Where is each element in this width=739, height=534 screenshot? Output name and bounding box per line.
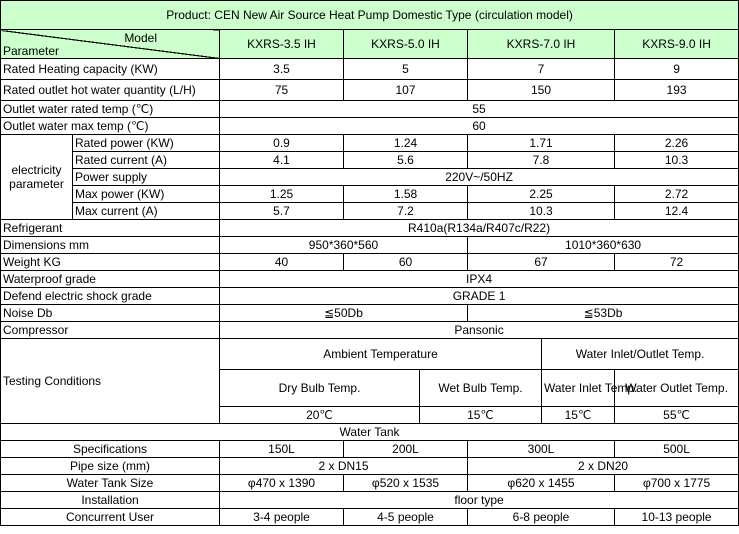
table-cell: 3.5	[220, 59, 344, 80]
electricity-label-line1: electricity	[11, 163, 62, 177]
table-cell: 3-4 people	[220, 509, 344, 526]
electricity-label-line2: parameter	[9, 177, 64, 191]
table-cell: φ620 x 1455	[468, 475, 615, 492]
row-label-noise: Noise Db	[1, 305, 220, 322]
table-cell: 1.58	[344, 186, 468, 203]
table-cell: Pansonic	[220, 322, 739, 339]
model-header-4: KXRS-9.0 IH	[615, 30, 739, 59]
table-cell: 5.7	[220, 203, 344, 220]
dry-bulb-header: Dry Bulb Temp.	[220, 370, 420, 407]
table-cell: 7.2	[344, 203, 468, 220]
table-cell: ≦53Db	[468, 305, 739, 322]
table-cell: 1.71	[468, 135, 615, 152]
row-label-refrigerant: Refrigerant	[1, 220, 220, 237]
row-label-concurrent-user: Concurrent User	[1, 509, 220, 526]
table-cell: 5.6	[344, 152, 468, 169]
row-label-shock-grade: Defend electric shock grade	[1, 288, 220, 305]
row-label-max-current: Max current (A)	[73, 203, 220, 220]
table-cell: 150	[468, 80, 615, 101]
row-label-pipe-size: Pipe size (mm)	[1, 458, 220, 475]
row-label-weight: Weight KG	[1, 254, 220, 271]
table-cell: 10-13 people	[615, 509, 739, 526]
table-cell: φ520 x 1535	[344, 475, 468, 492]
ambient-temperature-header: Ambient Temperature	[220, 339, 542, 370]
water-tank-title: Water Tank	[1, 424, 739, 441]
table-cell: 7.8	[468, 152, 615, 169]
header-diagonal-cell	[1, 30, 220, 59]
parameter-header-label: Parameter	[3, 44, 60, 58]
table-cell: 0.9	[220, 135, 344, 152]
table-cell: 1.25	[220, 186, 344, 203]
model-header-3: KXRS-7.0 IH	[468, 30, 615, 59]
row-label-compressor: Compressor	[1, 322, 220, 339]
table-cell: 2 x DN20	[468, 458, 739, 475]
table-cell: 107	[344, 80, 468, 101]
row-label-outlet-rated-temp: Outlet water rated temp (℃)	[1, 101, 220, 118]
table-cell: 72	[615, 254, 739, 271]
table-cell: 60	[220, 118, 739, 135]
table-cell: 75	[220, 80, 344, 101]
table-cell: 2.26	[615, 135, 739, 152]
table-cell: 40	[220, 254, 344, 271]
row-label-heating-capacity: Rated Heating capacity (KW)	[1, 59, 220, 80]
row-label-outlet-max-temp: Outlet water max temp (℃)	[1, 118, 220, 135]
table-cell: 220V~/50HZ	[220, 169, 739, 186]
row-label-rated-current: Rated current (A)	[73, 152, 220, 169]
table-cell: 67	[468, 254, 615, 271]
row-label-waterproof: Waterproof grade	[1, 271, 220, 288]
row-label-hot-water-quantity: Rated outlet hot water quantity (L/H)	[1, 80, 220, 101]
row-label-rated-power: Rated power (KW)	[73, 135, 220, 152]
table-cell: floor type	[220, 492, 739, 509]
table-cell: 1.24	[344, 135, 468, 152]
table-cell: 193	[615, 80, 739, 101]
water-outlet-value: 55℃	[615, 407, 739, 424]
table-cell: 10.3	[615, 152, 739, 169]
water-inlet-value: 15℃	[542, 407, 615, 424]
row-label-dimensions: Dimensions mm	[1, 237, 220, 254]
water-inlet-header: Water Inlet Temp.	[542, 370, 615, 407]
table-cell: 12.4	[615, 203, 739, 220]
table-cell: 7	[468, 59, 615, 80]
table-cell: φ470 x 1390	[220, 475, 344, 492]
row-label-testing-conditions: Testing Conditions	[1, 339, 220, 424]
table-cell: 6-8 people	[468, 509, 615, 526]
wet-bulb-value: 15℃	[420, 407, 542, 424]
table-cell: 10.3	[468, 203, 615, 220]
table-cell: ≦50Db	[220, 305, 468, 322]
table-cell: 2.25	[468, 186, 615, 203]
table-title: Product: CEN New Air Source Heat Pump Domestic Type (circulation model)	[1, 1, 739, 30]
table-cell: GRADE 1	[220, 288, 739, 305]
table-cell: φ700 x 1775	[615, 475, 739, 492]
row-label-power-supply: Power supply	[73, 169, 220, 186]
table-cell: 9	[615, 59, 739, 80]
table-cell: 2 x DN15	[220, 458, 468, 475]
table-cell: 200L	[344, 441, 468, 458]
table-cell: 4-5 people	[344, 509, 468, 526]
wet-bulb-header: Wet Bulb Temp.	[420, 370, 542, 407]
table-cell: 5	[344, 59, 468, 80]
table-cell: IPX4	[220, 271, 739, 288]
table-cell: R410a(R134a/R407c/R22)	[220, 220, 739, 237]
model-header-label: Model	[124, 31, 157, 45]
table-cell: 500L	[615, 441, 739, 458]
water-inout-header: Water Inlet/Outlet Temp.	[542, 339, 739, 370]
table-cell: 60	[344, 254, 468, 271]
table-cell: 150L	[220, 441, 344, 458]
table-cell: 4.1	[220, 152, 344, 169]
water-outlet-header: Water Outlet Temp.	[615, 370, 739, 407]
model-header-1: KXRS-3.5 IH	[220, 30, 344, 59]
model-header-2: KXRS-5.0 IH	[344, 30, 468, 59]
row-label-max-power: Max power (KW)	[73, 186, 220, 203]
table-cell: 1010*360*630	[468, 237, 739, 254]
table-cell: 950*360*560	[220, 237, 468, 254]
electricity-group-label	[1, 135, 73, 220]
row-label-installation: Installation	[1, 492, 220, 509]
row-label-specifications: Specifications	[1, 441, 220, 458]
dry-bulb-value: 20℃	[220, 407, 420, 424]
table-cell: 2.72	[615, 186, 739, 203]
row-label-tank-size: Water Tank Size	[1, 475, 220, 492]
table-cell: 55	[220, 101, 739, 118]
table-cell: 300L	[468, 441, 615, 458]
